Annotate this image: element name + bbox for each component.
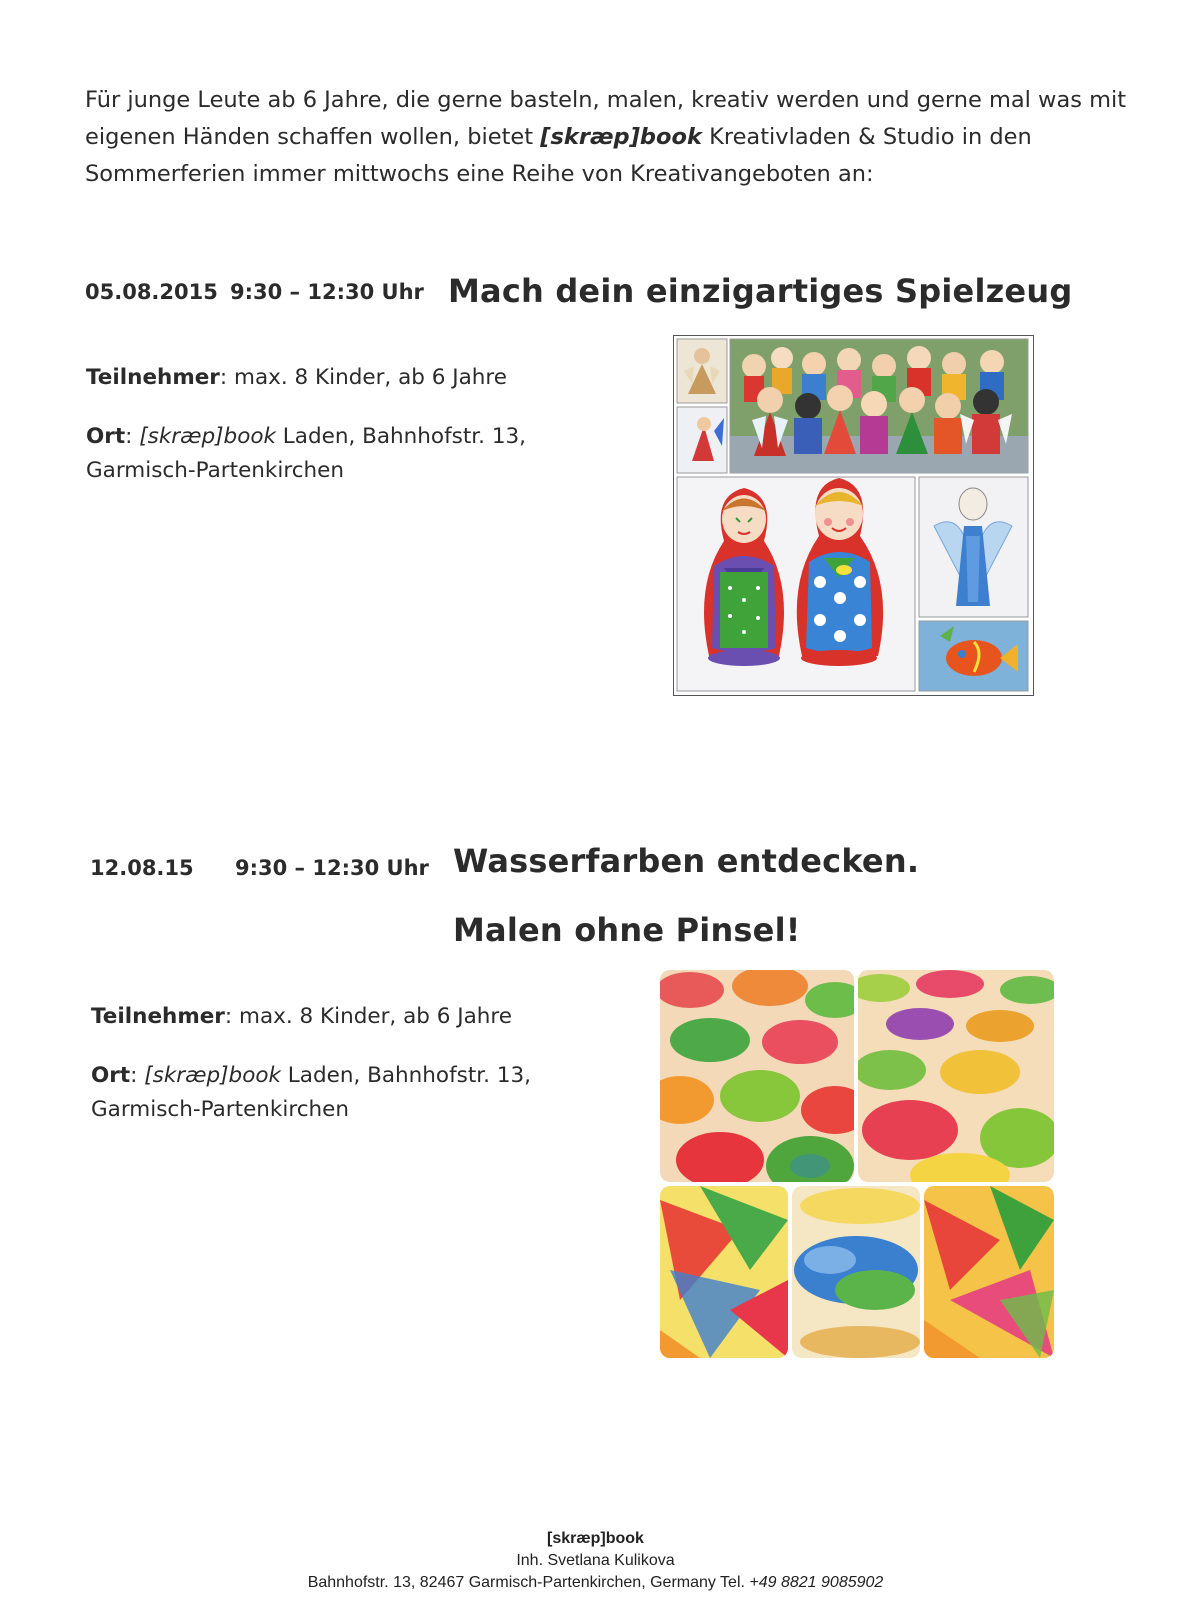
event1-participants <box>86 361 606 395</box>
event2-location <box>91 1059 611 1093</box>
event2-title: Wasserfarben entdecken. <box>453 842 920 880</box>
watercolor-collage-image <box>660 970 1056 1360</box>
participants-value: : max. 8 Kinder, ab 6 Jahre <box>224 1004 513 1029</box>
event2-time: 9:30 – 12:30 Uhr <box>235 856 429 880</box>
intro-paragraph <box>85 82 1145 193</box>
footer-business-name: [skræp]book <box>547 1530 644 1547</box>
location-label: Ort <box>91 1063 131 1088</box>
event2-participants <box>91 1000 611 1034</box>
footer-phone: +49 8821 9085902 <box>749 1574 884 1591</box>
footer <box>0 1528 1191 1594</box>
location-value: Laden, Bahnhofstr. 13, <box>280 1063 532 1088</box>
footer-owner: Inh. Svetlana Kulikova <box>516 1552 675 1569</box>
participants-label: Teilnehmer <box>91 1004 225 1029</box>
footer-address-line <box>0 1572 1191 1594</box>
toy-collage-image <box>673 335 1034 696</box>
intro-line-2-start: eigenen Händen schaffen wollen, bietet <box>85 124 541 150</box>
event1-details <box>86 361 606 488</box>
event1-location-city: Garmisch-Partenkirchen <box>86 458 345 483</box>
watercolor-collage-svg <box>660 970 1056 1360</box>
event1-time: 9:30 – 12:30 Uhr <box>230 280 424 304</box>
brand-name: [skræp]book <box>540 124 702 150</box>
participants-label: Teilnehmer <box>86 365 220 390</box>
event2-date: 12.08.15 <box>90 856 194 880</box>
location-colon: : <box>125 424 140 449</box>
location-colon: : <box>130 1063 145 1088</box>
location-label: Ort <box>86 424 126 449</box>
event1-location <box>86 420 606 454</box>
location-brand: [skræp]book <box>144 1063 281 1088</box>
event2-subtitle: Malen ohne Pinsel! <box>453 911 801 949</box>
event1-title: Mach dein einzigartiges Spielzeug <box>448 272 1073 310</box>
intro-line-2 <box>85 119 1145 156</box>
location-brand: [skræp]book <box>139 424 276 449</box>
event1-date: 05.08.2015 <box>85 280 218 304</box>
intro-line-3: Sommerferien immer mittwochs eine Reihe von Kreativangeboten an: <box>85 161 874 187</box>
participants-value: : max. 8 Kinder, ab 6 Jahre <box>219 365 508 390</box>
event2-location-city: Garmisch-Partenkirchen <box>91 1097 350 1122</box>
footer-address: Bahnhofstr. 13, 82467 Garmisch-Partenkirchen, Germany Tel. <box>307 1574 750 1591</box>
intro-line-2-end: Kreativladen & Studio in den <box>701 124 1032 150</box>
toy-collage-svg <box>674 336 1032 694</box>
event2-details <box>91 1000 611 1127</box>
intro-line-1: Für junge Leute ab 6 Jahre, die gerne basteln, malen, kreativ werden und gerne mal was mit <box>85 87 1127 113</box>
location-value: Laden, Bahnhofstr. 13, <box>275 424 527 449</box>
